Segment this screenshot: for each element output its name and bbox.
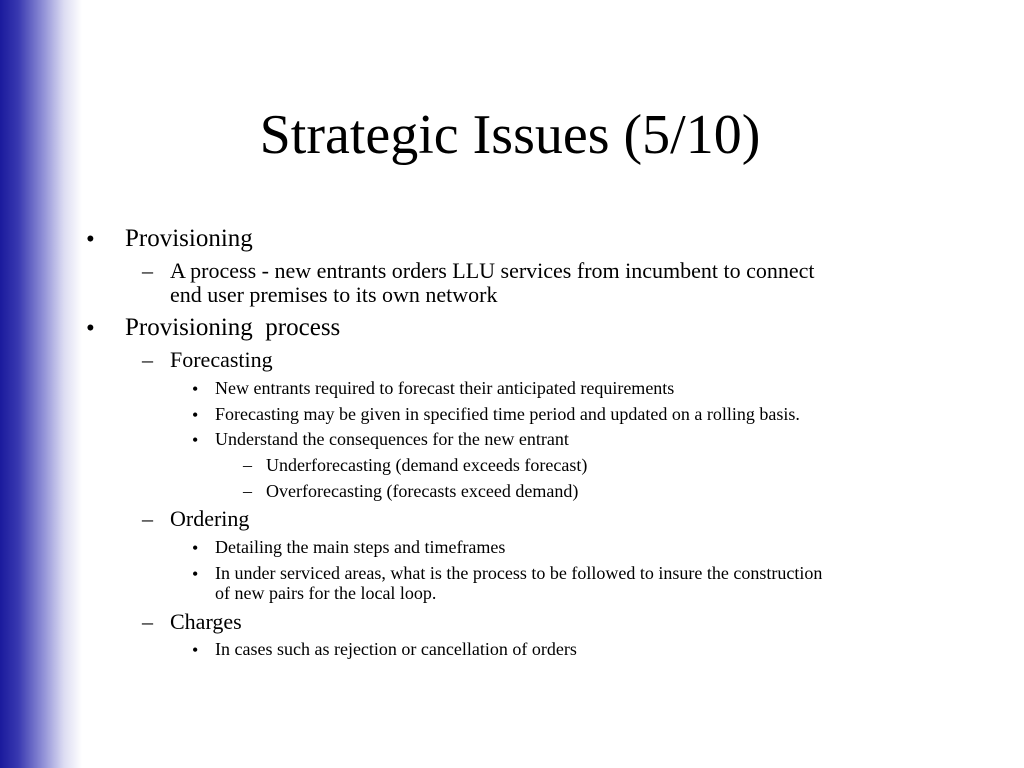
bullet-provisioning: Provisioning bbox=[125, 225, 253, 252]
bullet-marker: • bbox=[192, 430, 199, 450]
bullet-marker: • bbox=[192, 379, 199, 399]
subitem-charges: Charges bbox=[170, 609, 242, 634]
consequence-overforecasting: Overforecasting (forecasts exceed demand) bbox=[266, 481, 579, 501]
bullet-marker: • bbox=[86, 226, 95, 253]
bullet-marker: • bbox=[192, 538, 199, 558]
bullet-marker: • bbox=[192, 564, 199, 584]
subitem-ordering: Ordering bbox=[170, 506, 250, 531]
bullet-marker: • bbox=[192, 640, 199, 660]
dash-marker: – bbox=[142, 506, 153, 531]
provisioning-definition-line2: end user premises to its own network bbox=[170, 282, 498, 307]
forecasting-point-3: Understand the consequences for the new entrant bbox=[215, 429, 569, 449]
subitem-forecasting: Forecasting bbox=[170, 347, 273, 372]
dash-marker: – bbox=[142, 347, 153, 372]
ordering-point-2-line2: of new pairs for the local loop. bbox=[215, 583, 437, 603]
provisioning-definition-line1: A process - new entrants orders LLU services from incumbent to connect bbox=[170, 258, 815, 283]
dash-marker: – bbox=[243, 481, 252, 501]
bullet-marker: • bbox=[86, 315, 95, 342]
dash-marker: – bbox=[142, 609, 153, 634]
bullet-marker: • bbox=[192, 405, 199, 425]
dash-marker: – bbox=[243, 455, 252, 475]
forecasting-point-2: Forecasting may be given in specified time period and updated on a rolling basis. bbox=[215, 404, 800, 424]
consequence-underforecasting: Underforecasting (demand exceeds forecast) bbox=[266, 455, 588, 475]
forecasting-point-1: New entrants required to forecast their anticipated requirements bbox=[215, 378, 675, 398]
bullet-provisioning-process: Provisioning process bbox=[125, 314, 341, 341]
dash-marker: – bbox=[142, 258, 153, 283]
slide-title: Strategic Issues (5/10) bbox=[259, 104, 761, 166]
ordering-point-1: Detailing the main steps and timeframes bbox=[215, 537, 506, 557]
charges-point-1: In cases such as rejection or cancellation of orders bbox=[215, 639, 577, 659]
ordering-point-2-line1: In under serviced areas, what is the process to be followed to insure the construction bbox=[215, 563, 823, 583]
